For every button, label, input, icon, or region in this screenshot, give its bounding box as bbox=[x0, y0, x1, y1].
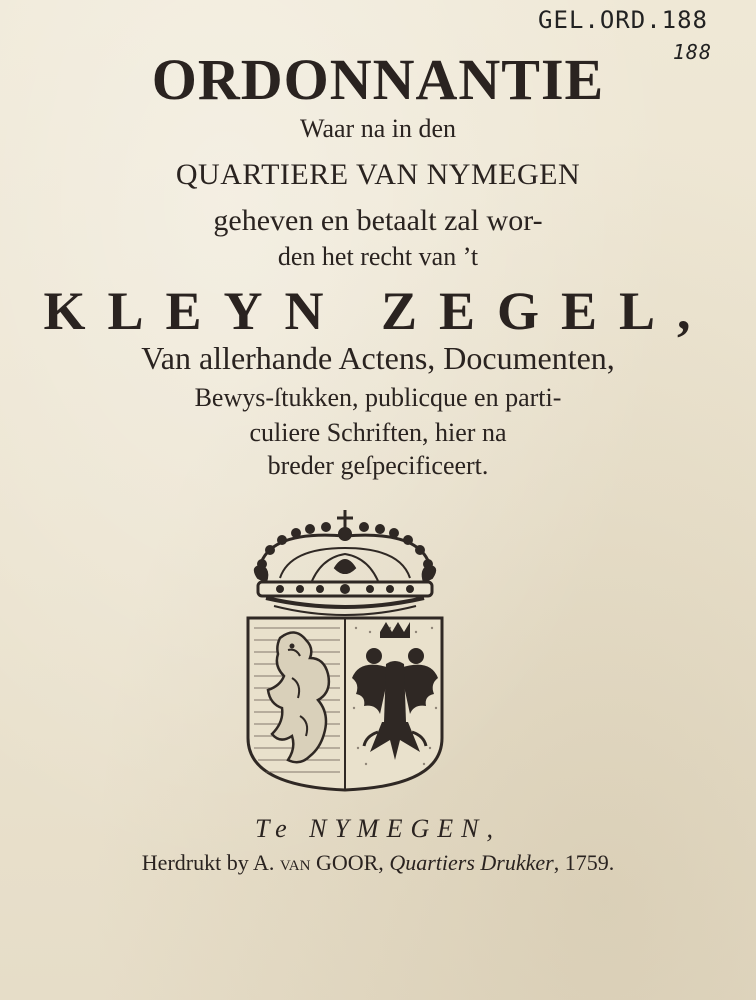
title-line-quartiere: QUARTIERE VAN NYMEGEN bbox=[175, 158, 581, 191]
coat-of-arms-icon bbox=[240, 508, 450, 798]
title-line-den: den het recht van ’t bbox=[277, 242, 479, 271]
imprint-line bbox=[0, 850, 756, 876]
title-line-culiere: culiere Schriften, hier na bbox=[249, 418, 507, 447]
shield-icon bbox=[248, 618, 442, 790]
title-line-van-allerhande: Van allerhande Actens, Documenten, bbox=[141, 340, 615, 376]
imprint-year: , 1759. bbox=[553, 850, 615, 875]
title-ordonnantie: ORDONNANTIE bbox=[151, 47, 605, 112]
crown-icon bbox=[255, 510, 435, 615]
imprint-place: Te NYMEGEN, bbox=[255, 814, 501, 843]
handwritten-number: 188 bbox=[672, 40, 712, 64]
imprint-printer-prefix: Herdrukt by A. bbox=[141, 850, 280, 875]
imprint-printer-van: van bbox=[279, 850, 311, 875]
title-kleyn-zegel: KLEYN ZEGEL, bbox=[43, 281, 713, 341]
title-line-waar: Waar na in den bbox=[300, 114, 456, 143]
title-line-bewys: Bewys-ſtukken, publicque en parti- bbox=[194, 383, 562, 412]
handwritten-shelfmark: GEL.ORD.188 bbox=[538, 6, 708, 34]
title-line-breder: breder geſpecificeert. bbox=[267, 451, 489, 480]
imprint-printer-name: GOOR, bbox=[310, 850, 390, 875]
imprint-printer-role: Quartiers Drukker bbox=[389, 850, 554, 875]
title-line-geheven: geheven en betaalt zal wor- bbox=[213, 204, 543, 237]
